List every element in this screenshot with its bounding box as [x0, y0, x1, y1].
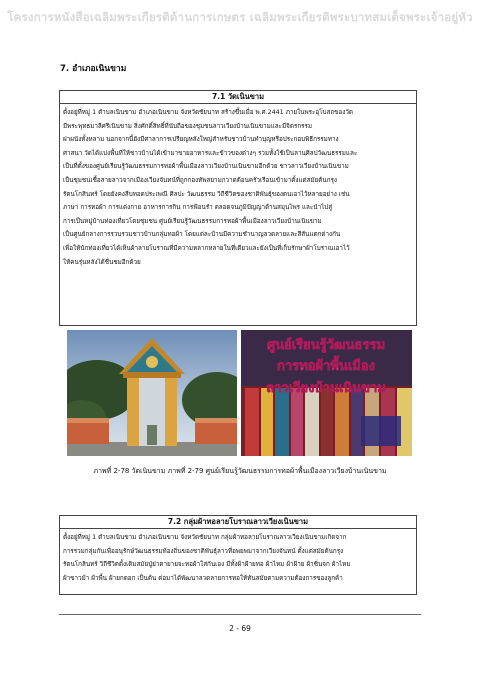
box-body — [60, 529, 416, 587]
banner-line-1: ศูนย์เรียนรู้วัฒนธรรม — [266, 338, 386, 353]
box-heading: 7.1 วัดเนินขาม — [60, 91, 416, 104]
temple-info-box — [59, 90, 417, 326]
body-line: ฝาผนังทั้งหลาม นอกจากนี้ยังมีศาลาการเปรียญหลังใหญ่สำหรับชาวบ้านทำบุญหรือประกอบพิธีกรรมทาง — [63, 136, 339, 144]
body-line: ตั้งอยู่ที่หมู่ 1 ตำบลเนินขาม อำเภอเนินขาม จังหวัดชัยนาท กลุ่มผ้าทอลายโบราณลาวเวียงเนินขามเกิดจาก — [63, 534, 347, 541]
body-line: เป็นชุมชนเชื้อสายลาวจากเมืองเวียงจันทน์ที่ถูกกองทัพสยามกวาดต้อนครัวเรือนเข้ามาตั้งแต่สมัยต้นกรุง — [63, 176, 337, 184]
box-body — [60, 104, 416, 271]
body-line: รัตนโกสินทร์ โดยยังคงสืบทอดประเพณี ศิลปะ วัฒนธรรม วิถีชีวิตของชาติพันธุ์ของตนเอาไว้หลายอย่าง เช่น — [63, 190, 350, 198]
section-title: 7. อำเภอเนินขาม — [60, 64, 127, 74]
temple-gate-photo — [67, 330, 237, 456]
banner-line-3: ลาวเวียงบ้านเนินขาม — [266, 381, 386, 396]
body-line: การเป็นหมู่บ้านท่องเที่ยวโดยชุมชน ศูนย์เรียนรู้วัฒนธรรมการทอผ้าพื้นเมืองลาวเวียงบ้านเนินขาม — [63, 217, 322, 225]
body-line: เพื่อให้นักท่องเที่ยวได้เห็นผ้าลายโบราณที่มีความหลากหลายในที่เดียวและยังเป็นที่เก็บรักษาผ้าโบราณเอาไว้ — [63, 244, 350, 252]
weaving-center-photo — [241, 330, 412, 456]
footer-divider — [59, 614, 421, 615]
body-line: ภาษา การทอผ้า การแต่งกาย อาหารการกิน การฟ้อนรำ ตลอดจนภูมิปัญญาด้านสมุนไพร และนำไปสู่ — [63, 204, 333, 212]
body-line: รัตนโกสินทร์ วิถีชีวิตดั้งเดิมสมัยปู่ย่าตายายจะทอผ้าใส่กันเอง มีทั้งผ้าฝ้ายทอ ผ้าไหม ผ้าฝ้าย ผ้าซิ่นจก ผ้าไหม — [63, 561, 351, 569]
box-heading: 7.2 กลุ่มผ้าทอลายโบราณลาวเวียงเนินขาม — [60, 516, 416, 529]
banner-line-2: การทอผ้าพื้นเมือง — [276, 359, 376, 374]
body-line: ศาสนา วัดได้แบ่งพื้นที่ให้ชาวบ้านได้เข้ามาขายอาหารและข้าวของต่างๆ รวมทั้งใช้เป็นลานศิลปวัฒนธรรมและ — [63, 149, 358, 157]
body-line: การรวมกลุ่มกันเพื่ออนุรักษ์วัฒนธรรมท้องถิ่นของชาติพันธุ์ลาวที่อพยพมาจากเวียงจันทน์ ตั้งแต่สมัยต้นกรุง — [63, 547, 344, 555]
weaving-group-box — [59, 515, 417, 595]
page-number: 2 - 69 — [229, 624, 251, 633]
body-line: มีพระพุทธมาลีศรีเนินขาม สิ่งศักดิ์สิทธิ์ที่นับถือของชุมชนลาวเวียงบ้านเนินขามและมีจิตรกรรม — [63, 122, 313, 130]
header-watermark: โครงการหนังสือเฉลิมพระเกียรติด้านการเกษตร เฉลิมพระเกียรติพระบาทสมเด็จพระเจ้าอยู่หัว — [7, 10, 473, 24]
body-line: ตั้งอยู่ที่หมู่ 1 ตำบลเนินขาม อำเภอเนินขาม จังหวัดชัยนาท สร้างขึ้นเมื่อ พ.ศ.2441 ภายในพระอุโบสถของวัด — [63, 109, 353, 116]
body-line: เป็นศูนย์กลางการรวบรวมชาวบ้านกลุ่มทอผ้า โดยแต่ละบ้านมีความชำนาญลวดลายและสีสันแตกต่างกัน — [63, 231, 341, 239]
body-line: ผ้าขาวม้า ผ้าพื้น ผ้ายกดอก เป็นต้น ต่อมาได้พัฒนาลวดลายการทอให้ทันสมัยตามความต้องการของลูกค้า — [63, 574, 343, 582]
body-line: ให้คนรุ่นหลังได้ชื่นชมอีกด้วย — [63, 258, 141, 266]
body-line: เป็นที่ตั้งของศูนย์เรียนรู้วัฒนธรรมการทอผ้าพื้นเมืองลาวเวียงบ้านเนินขามอีกด้วย ชาวลาวเวียงบ้านเนินขาม — [63, 163, 349, 171]
figure-caption: ภาพที่ 2-78 วัดเนินขาม ภาพที่ 2-79 ศูนย์เรียนรู้วัฒนธรรมการทอผ้าพื้นเมืองลาวเวียงบ้านเนินขาม — [93, 467, 387, 475]
